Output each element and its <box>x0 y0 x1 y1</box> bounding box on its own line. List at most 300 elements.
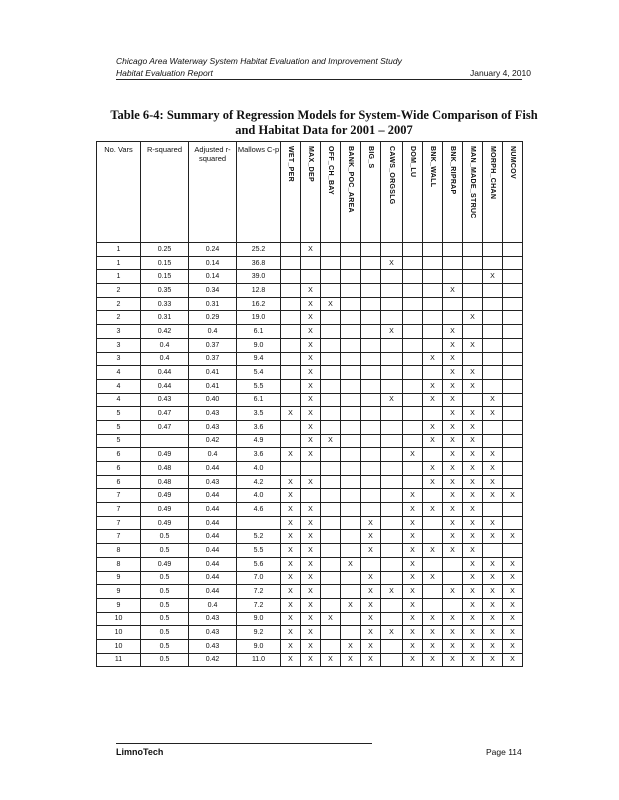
table-row <box>97 626 523 640</box>
cell-variable-mark <box>361 325 381 339</box>
cell-variable-mark <box>361 338 381 352</box>
cell-variable-mark <box>403 393 423 407</box>
cell-variable-mark: X <box>301 516 321 530</box>
cell-variable-mark <box>503 393 523 407</box>
col-header-var-label: MAX_DEP <box>307 146 314 182</box>
cell-no-vars: 8 <box>97 557 141 571</box>
cell-r-squared: 0.15 <box>141 270 189 284</box>
cell-variable-mark <box>423 585 443 599</box>
cell-adj-r-squared: 0.24 <box>189 243 237 257</box>
cell-variable-mark <box>381 448 403 462</box>
cell-r-squared: 0.4 <box>141 338 189 352</box>
cell-variable-mark <box>321 503 341 517</box>
cell-variable-mark <box>463 352 483 366</box>
cell-variable-mark <box>423 516 443 530</box>
cell-variable-mark <box>341 571 361 585</box>
cell-no-vars: 5 <box>97 420 141 434</box>
cell-variable-mark: X <box>443 653 463 667</box>
cell-r-squared: 0.43 <box>141 393 189 407</box>
table-row <box>97 639 523 653</box>
table-title-line2: and Habitat Data for 2001 – 2007 <box>235 123 413 137</box>
cell-variable-mark: X <box>301 612 321 626</box>
cell-variable-mark <box>503 420 523 434</box>
cell-variable-mark <box>503 516 523 530</box>
cell-variable-mark <box>503 366 523 380</box>
cell-no-vars: 10 <box>97 612 141 626</box>
cell-adj-r-squared: 0.43 <box>189 612 237 626</box>
cell-variable-mark <box>483 243 503 257</box>
cell-variable-mark <box>381 297 403 311</box>
cell-variable-mark <box>403 407 423 421</box>
cell-variable-mark: X <box>361 639 381 653</box>
col-header-var-label: CAWS_ORGSLG <box>388 146 395 205</box>
cell-variable-mark <box>321 420 341 434</box>
cell-adj-r-squared: 0.4 <box>189 325 237 339</box>
cell-variable-mark: X <box>463 612 483 626</box>
cell-variable-mark <box>503 338 523 352</box>
cell-variable-mark <box>403 366 423 380</box>
cell-variable-mark: X <box>423 544 443 558</box>
cell-variable-mark <box>503 462 523 476</box>
table-row <box>97 420 523 434</box>
cell-variable-mark: X <box>443 366 463 380</box>
cell-variable-mark: X <box>463 653 483 667</box>
cell-variable-mark <box>381 571 403 585</box>
cell-variable-mark <box>423 557 443 571</box>
cell-variable-mark: X <box>443 352 463 366</box>
cell-variable-mark <box>361 256 381 270</box>
cell-variable-mark <box>483 338 503 352</box>
cell-variable-mark <box>463 270 483 284</box>
cell-variable-mark <box>281 311 301 325</box>
cell-variable-mark: X <box>281 598 301 612</box>
cell-no-vars: 9 <box>97 598 141 612</box>
cell-variable-mark <box>281 256 301 270</box>
cell-variable-mark <box>321 530 341 544</box>
cell-variable-mark <box>341 366 361 380</box>
cell-variable-mark <box>403 270 423 284</box>
cell-r-squared: 0.25 <box>141 243 189 257</box>
cell-adj-r-squared: 0.14 <box>189 270 237 284</box>
cell-adj-r-squared: 0.44 <box>189 489 237 503</box>
table-title <box>96 108 552 138</box>
cell-r-squared: 0.48 <box>141 462 189 476</box>
cell-variable-mark: X <box>503 571 523 585</box>
cell-variable-mark <box>483 366 503 380</box>
cell-variable-mark: X <box>281 503 301 517</box>
cell-variable-mark <box>281 338 301 352</box>
cell-variable-mark: X <box>463 379 483 393</box>
cell-variable-mark <box>321 243 341 257</box>
cell-variable-mark <box>443 256 463 270</box>
cell-variable-mark: X <box>281 626 301 640</box>
cell-variable-mark <box>341 270 361 284</box>
cell-variable-mark: X <box>483 585 503 599</box>
cell-mallows: 9.0 <box>237 639 281 653</box>
cell-variable-mark <box>281 379 301 393</box>
cell-variable-mark: X <box>381 325 403 339</box>
cell-variable-mark <box>301 462 321 476</box>
cell-variable-mark <box>361 475 381 489</box>
cell-variable-mark <box>381 639 403 653</box>
cell-variable-mark <box>341 420 361 434</box>
cell-variable-mark: X <box>403 653 423 667</box>
cell-variable-mark: X <box>463 366 483 380</box>
cell-variable-mark: X <box>321 653 341 667</box>
cell-variable-mark <box>321 256 341 270</box>
cell-adj-r-squared: 0.43 <box>189 420 237 434</box>
cell-adj-r-squared: 0.29 <box>189 311 237 325</box>
cell-variable-mark: X <box>503 639 523 653</box>
cell-mallows <box>237 516 281 530</box>
cell-no-vars: 5 <box>97 434 141 448</box>
cell-variable-mark <box>483 503 503 517</box>
cell-adj-r-squared: 0.44 <box>189 557 237 571</box>
cell-no-vars: 9 <box>97 571 141 585</box>
cell-variable-mark: X <box>483 639 503 653</box>
cell-adj-r-squared: 0.34 <box>189 284 237 298</box>
cell-variable-mark: X <box>423 639 443 653</box>
cell-r-squared: 0.5 <box>141 544 189 558</box>
cell-variable-mark <box>321 639 341 653</box>
cell-r-squared: 0.47 <box>141 407 189 421</box>
cell-variable-mark <box>321 284 341 298</box>
cell-r-squared: 0.49 <box>141 503 189 517</box>
cell-variable-mark: X <box>361 516 381 530</box>
cell-variable-mark: X <box>403 612 423 626</box>
table-row <box>97 366 523 380</box>
cell-variable-mark <box>341 516 361 530</box>
cell-variable-mark <box>321 448 341 462</box>
cell-variable-mark: X <box>443 407 463 421</box>
cell-variable-mark <box>381 352 403 366</box>
col-header-var <box>503 142 523 243</box>
col-header-var <box>443 142 463 243</box>
cell-variable-mark: X <box>443 612 463 626</box>
cell-variable-mark: X <box>503 653 523 667</box>
cell-variable-mark <box>381 653 403 667</box>
cell-r-squared: 0.44 <box>141 366 189 380</box>
cell-variable-mark: X <box>341 653 361 667</box>
cell-r-squared: 0.4 <box>141 352 189 366</box>
cell-variable-mark: X <box>301 639 321 653</box>
cell-variable-mark <box>381 420 403 434</box>
cell-variable-mark: X <box>321 434 341 448</box>
col-header-var-label: DOM_LU <box>409 146 416 178</box>
cell-variable-mark: X <box>301 366 321 380</box>
cell-variable-mark <box>341 256 361 270</box>
table-row <box>97 407 523 421</box>
cell-variable-mark: X <box>463 462 483 476</box>
cell-no-vars: 2 <box>97 284 141 298</box>
cell-variable-mark <box>321 598 341 612</box>
cell-variable-mark: X <box>301 626 321 640</box>
cell-variable-mark: X <box>403 557 423 571</box>
cell-adj-r-squared: 0.4 <box>189 598 237 612</box>
cell-variable-mark <box>321 557 341 571</box>
cell-variable-mark: X <box>301 311 321 325</box>
cell-variable-mark <box>361 489 381 503</box>
cell-variable-mark <box>361 352 381 366</box>
cell-r-squared: 0.49 <box>141 516 189 530</box>
cell-variable-mark <box>403 475 423 489</box>
cell-variable-mark: X <box>403 516 423 530</box>
cell-mallows: 4.2 <box>237 475 281 489</box>
cell-variable-mark <box>361 462 381 476</box>
cell-adj-r-squared: 0.14 <box>189 256 237 270</box>
col-header-var <box>361 142 381 243</box>
cell-variable-mark <box>341 462 361 476</box>
cell-variable-mark <box>361 557 381 571</box>
cell-variable-mark <box>321 270 341 284</box>
cell-variable-mark <box>483 311 503 325</box>
cell-mallows: 9.0 <box>237 612 281 626</box>
cell-adj-r-squared: 0.43 <box>189 639 237 653</box>
cell-variable-mark: X <box>423 503 443 517</box>
cell-no-vars: 6 <box>97 475 141 489</box>
cell-variable-mark: X <box>483 557 503 571</box>
col-header-var-label: NUMCOV <box>509 146 516 179</box>
cell-variable-mark <box>381 338 403 352</box>
cell-mallows: 4.9 <box>237 434 281 448</box>
cell-mallows: 9.4 <box>237 352 281 366</box>
cell-mallows: 9.0 <box>237 338 281 352</box>
cell-variable-mark <box>503 311 523 325</box>
cell-variable-mark <box>423 325 443 339</box>
cell-variable-mark <box>403 297 423 311</box>
cell-adj-r-squared: 0.43 <box>189 407 237 421</box>
cell-variable-mark <box>361 243 381 257</box>
cell-variable-mark <box>281 420 301 434</box>
cell-variable-mark: X <box>341 557 361 571</box>
cell-variable-mark: X <box>443 379 463 393</box>
col-header-r-squared: R-squared <box>141 142 189 243</box>
header-report-title: Habitat Evaluation Report <box>116 68 213 78</box>
cell-r-squared: 0.5 <box>141 612 189 626</box>
cell-mallows: 4.0 <box>237 489 281 503</box>
cell-variable-mark <box>321 379 341 393</box>
cell-variable-mark <box>463 393 483 407</box>
cell-variable-mark <box>423 256 443 270</box>
cell-variable-mark: X <box>361 653 381 667</box>
cell-variable-mark <box>301 489 321 503</box>
cell-variable-mark <box>443 270 463 284</box>
table-row <box>97 544 523 558</box>
cell-variable-mark <box>403 284 423 298</box>
table-row <box>97 270 523 284</box>
cell-variable-mark <box>341 284 361 298</box>
cell-no-vars: 11 <box>97 653 141 667</box>
cell-adj-r-squared: 0.42 <box>189 434 237 448</box>
cell-variable-mark <box>423 530 443 544</box>
cell-variable-mark: X <box>443 420 463 434</box>
cell-no-vars: 7 <box>97 516 141 530</box>
table-row <box>97 503 523 517</box>
cell-variable-mark <box>423 489 443 503</box>
cell-variable-mark: X <box>301 338 321 352</box>
cell-variable-mark: X <box>483 475 503 489</box>
cell-variable-mark: X <box>423 393 443 407</box>
cell-r-squared: 0.5 <box>141 571 189 585</box>
cell-variable-mark: X <box>443 516 463 530</box>
col-header-var <box>281 142 301 243</box>
cell-r-squared: 0.49 <box>141 557 189 571</box>
cell-variable-mark: X <box>443 544 463 558</box>
cell-variable-mark <box>361 270 381 284</box>
cell-variable-mark <box>361 448 381 462</box>
cell-no-vars: 4 <box>97 393 141 407</box>
cell-variable-mark <box>321 489 341 503</box>
cell-adj-r-squared: 0.42 <box>189 653 237 667</box>
cell-variable-mark: X <box>463 475 483 489</box>
cell-variable-mark <box>341 434 361 448</box>
cell-variable-mark: X <box>281 557 301 571</box>
cell-adj-r-squared: 0.37 <box>189 338 237 352</box>
cell-variable-mark <box>341 612 361 626</box>
cell-variable-mark <box>381 366 403 380</box>
cell-variable-mark: X <box>423 475 443 489</box>
cell-variable-mark <box>361 284 381 298</box>
cell-mallows: 19.0 <box>237 311 281 325</box>
cell-variable-mark <box>321 462 341 476</box>
table-row <box>97 256 523 270</box>
footer-company: LimnoTech <box>116 747 164 757</box>
cell-r-squared: 0.5 <box>141 530 189 544</box>
cell-variable-mark: X <box>463 434 483 448</box>
regression-table <box>96 141 523 667</box>
col-header-var-label: BNK_WALL <box>429 146 436 188</box>
cell-variable-mark: X <box>281 475 301 489</box>
cell-variable-mark <box>381 284 403 298</box>
cell-variable-mark: X <box>381 585 403 599</box>
cell-variable-mark: X <box>423 653 443 667</box>
cell-variable-mark <box>483 284 503 298</box>
cell-variable-mark: X <box>483 653 503 667</box>
cell-variable-mark <box>341 325 361 339</box>
cell-variable-mark <box>483 379 503 393</box>
cell-variable-mark <box>423 311 443 325</box>
cell-variable-mark: X <box>361 626 381 640</box>
col-header-var-label: MAN_MADE_STRUC <box>469 146 476 219</box>
cell-variable-mark: X <box>443 338 463 352</box>
cell-variable-mark: X <box>483 612 503 626</box>
col-header-var <box>341 142 361 243</box>
cell-mallows: 12.8 <box>237 284 281 298</box>
cell-variable-mark <box>381 243 403 257</box>
cell-mallows: 4.6 <box>237 503 281 517</box>
cell-variable-mark: X <box>281 612 301 626</box>
cell-variable-mark <box>281 243 301 257</box>
cell-no-vars: 3 <box>97 325 141 339</box>
cell-variable-mark: X <box>403 626 423 640</box>
cell-variable-mark: X <box>443 475 463 489</box>
cell-variable-mark: X <box>443 530 463 544</box>
cell-variable-mark: X <box>423 379 443 393</box>
cell-variable-mark: X <box>301 352 321 366</box>
cell-variable-mark <box>321 516 341 530</box>
cell-variable-mark <box>381 489 403 503</box>
cell-variable-mark <box>463 284 483 298</box>
cell-variable-mark: X <box>301 284 321 298</box>
cell-variable-mark: X <box>443 325 463 339</box>
cell-variable-mark <box>381 270 403 284</box>
header-study-title: Chicago Area Waterway System Habitat Evaluation and Improvement Study <box>116 56 402 66</box>
cell-r-squared: 0.47 <box>141 420 189 434</box>
cell-r-squared: 0.5 <box>141 653 189 667</box>
cell-variable-mark: X <box>361 571 381 585</box>
cell-variable-mark <box>403 352 423 366</box>
col-header-mallows: Mallows C-p <box>237 142 281 243</box>
cell-variable-mark <box>381 598 403 612</box>
cell-variable-mark: X <box>301 407 321 421</box>
cell-r-squared: 0.31 <box>141 311 189 325</box>
cell-no-vars: 5 <box>97 407 141 421</box>
cell-r-squared: 0.5 <box>141 598 189 612</box>
cell-variable-mark: X <box>301 379 321 393</box>
cell-variable-mark: X <box>301 448 321 462</box>
cell-variable-mark <box>443 598 463 612</box>
cell-variable-mark <box>341 311 361 325</box>
table-row <box>97 612 523 626</box>
col-header-var <box>301 142 321 243</box>
cell-variable-mark <box>503 503 523 517</box>
cell-variable-mark: X <box>463 557 483 571</box>
cell-no-vars: 6 <box>97 448 141 462</box>
cell-variable-mark <box>341 503 361 517</box>
cell-variable-mark <box>341 530 361 544</box>
cell-variable-mark <box>503 379 523 393</box>
cell-variable-mark: X <box>483 530 503 544</box>
cell-r-squared: 0.5 <box>141 585 189 599</box>
cell-variable-mark: X <box>443 489 463 503</box>
cell-variable-mark <box>321 407 341 421</box>
cell-variable-mark: X <box>443 284 463 298</box>
cell-variable-mark <box>321 571 341 585</box>
cell-r-squared: 0.48 <box>141 475 189 489</box>
cell-variable-mark <box>281 366 301 380</box>
cell-variable-mark <box>423 338 443 352</box>
cell-no-vars: 3 <box>97 352 141 366</box>
cell-mallows: 11.0 <box>237 653 281 667</box>
cell-variable-mark <box>321 626 341 640</box>
cell-mallows: 6.1 <box>237 325 281 339</box>
cell-variable-mark <box>463 243 483 257</box>
cell-variable-mark <box>503 325 523 339</box>
col-header-var <box>403 142 423 243</box>
cell-variable-mark <box>281 352 301 366</box>
cell-variable-mark <box>381 434 403 448</box>
cell-variable-mark: X <box>301 475 321 489</box>
cell-variable-mark: X <box>463 598 483 612</box>
cell-variable-mark: X <box>423 420 443 434</box>
cell-no-vars: 7 <box>97 503 141 517</box>
cell-variable-mark <box>503 297 523 311</box>
cell-no-vars: 2 <box>97 297 141 311</box>
cell-variable-mark <box>503 270 523 284</box>
cell-variable-mark: X <box>281 585 301 599</box>
cell-adj-r-squared: 0.40 <box>189 393 237 407</box>
cell-variable-mark: X <box>483 626 503 640</box>
cell-variable-mark <box>361 393 381 407</box>
cell-variable-mark <box>503 256 523 270</box>
cell-mallows: 5.6 <box>237 557 281 571</box>
cell-r-squared <box>141 434 189 448</box>
cell-variable-mark <box>361 366 381 380</box>
cell-no-vars: 9 <box>97 585 141 599</box>
cell-variable-mark: X <box>443 626 463 640</box>
col-header-var-label: MORPH_CHAN <box>489 146 496 200</box>
cell-variable-mark: X <box>463 639 483 653</box>
